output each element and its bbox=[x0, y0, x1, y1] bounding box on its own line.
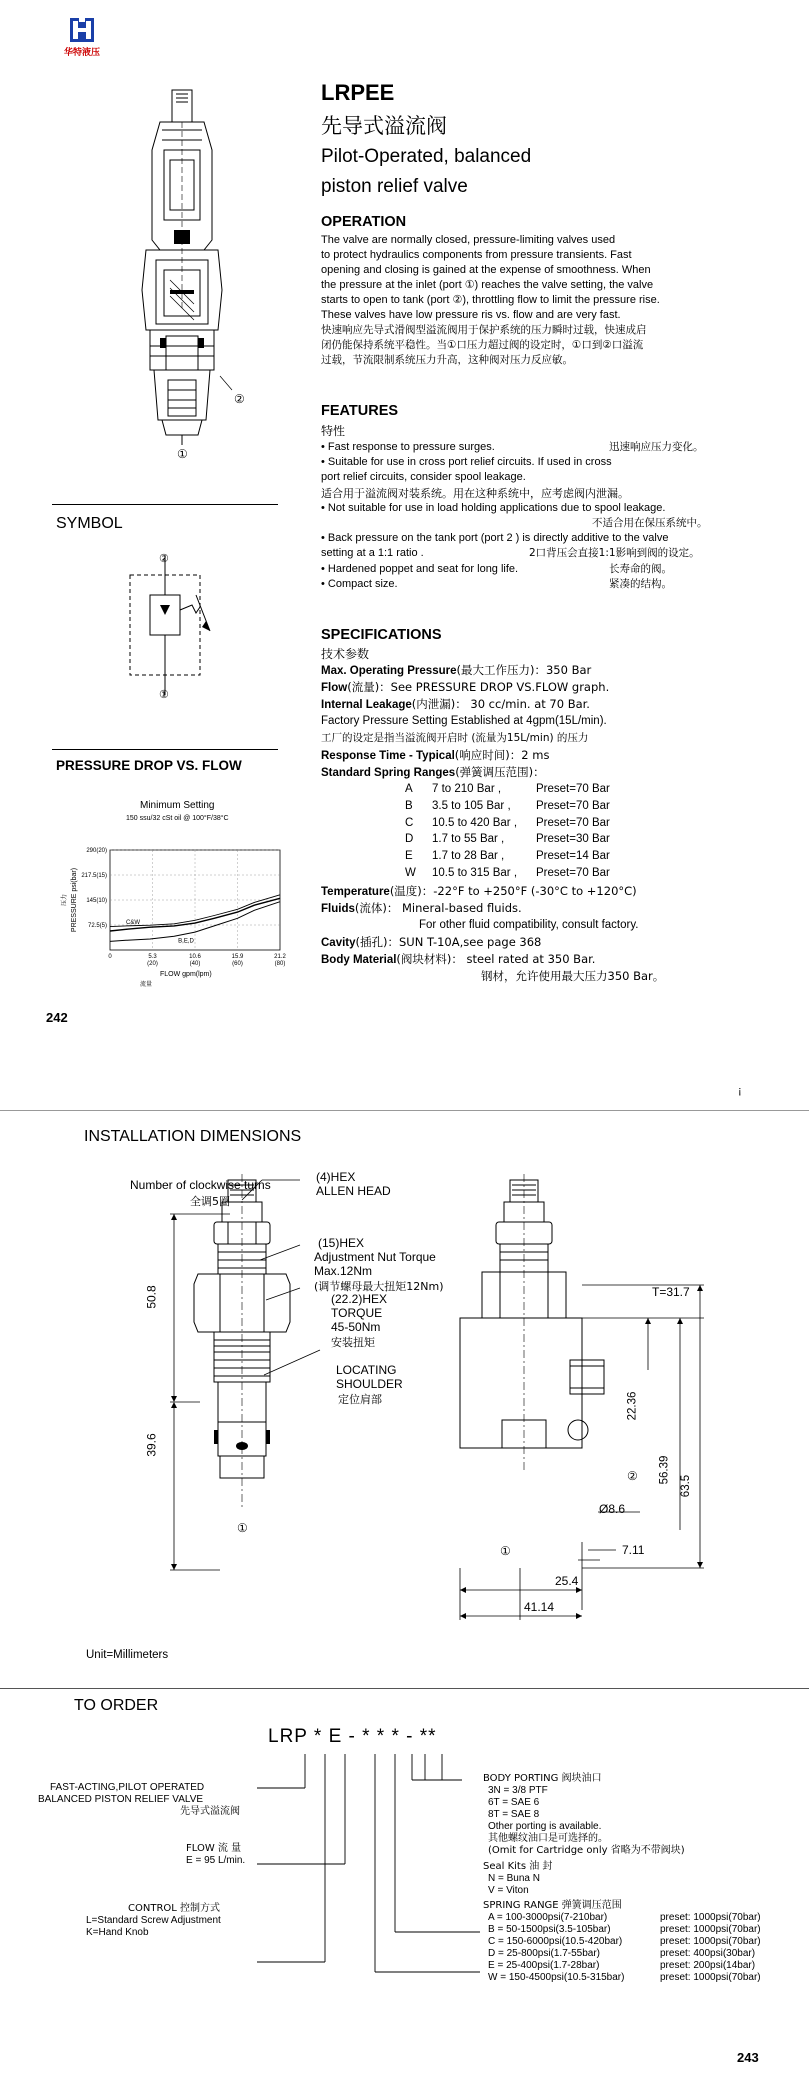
order-control-1: CONTROL 控制方式 bbox=[128, 1903, 221, 1914]
order-heading: TO ORDER bbox=[74, 1697, 159, 1714]
order-body-1: BODY PORTING 阀块油口 bbox=[483, 1773, 602, 1784]
spec-factory-cn: 工厂的设定是指当溢流阀开启时 (流量为15L/min) 的压力 bbox=[321, 732, 589, 744]
order-desc-2: BALANCED PISTON RELIEF VALVE bbox=[38, 1794, 204, 1805]
locating-label-3: 定位肩部 bbox=[338, 1393, 382, 1406]
y-tick-label: 217.5(15) bbox=[81, 873, 107, 879]
dim-56-39: 56.39 bbox=[658, 1455, 671, 1485]
spring-code: D bbox=[405, 833, 414, 846]
page-break-line bbox=[0, 1110, 809, 1111]
y-tick-label: 72.5(5) bbox=[87, 923, 107, 929]
chart-subtitle: 150 ssu/32 cSt oil @ 100°F/38°C bbox=[126, 815, 229, 822]
order-spring-preset: preset: 1000psi(70bar) bbox=[660, 1924, 761, 1935]
operation-line: 快速响应先导式滑阀型溢流阀用于保护系统的压力瞬时过载，快速成启 bbox=[321, 324, 647, 336]
features-heading-cn: 特性 bbox=[321, 424, 346, 438]
spring-range: 10.5 to 420 Bar , bbox=[432, 816, 518, 829]
x-tick-label-lpm: (20) bbox=[147, 961, 158, 967]
x-axis-label-cn: 流量 bbox=[140, 981, 153, 988]
dim-25-4: 25.4 bbox=[555, 1574, 579, 1588]
feature-item: • Not suitable for use in load holding applications due to spool leakage. bbox=[321, 501, 666, 514]
spec-internal-leakage: Internal Leakage(内泄漏)： 30 cc/min. at 70 Bar. bbox=[321, 697, 590, 711]
pressure-drop-heading: PRESSURE DROP VS. FLOW bbox=[56, 758, 242, 773]
spring-preset: Preset=70 Bar bbox=[536, 867, 610, 879]
spring-preset: Preset=70 Bar bbox=[536, 783, 610, 795]
specifications-heading-cn: 技术参数 bbox=[321, 647, 370, 661]
installation-heading: INSTALLATION DIMENSIONS bbox=[84, 1128, 302, 1145]
series-label-cw: C&W bbox=[126, 919, 141, 926]
spring-range: 1.7 to 28 Bar , bbox=[432, 850, 505, 863]
logo-text: 华特液压 bbox=[63, 48, 100, 58]
order-body-4: 8T = SAE 8 bbox=[488, 1809, 540, 1820]
order-control-2: L=Standard Screw Adjustment bbox=[86, 1915, 221, 1926]
order-spring-range: E = 25-400psi(1.7-28bar) bbox=[488, 1960, 600, 1971]
y-axis-label-cn: 压力 bbox=[61, 893, 68, 907]
x-tick-label: 0 bbox=[108, 954, 112, 960]
hex22-label-2: TORQUE bbox=[331, 1306, 383, 1320]
relief-valve-symbol bbox=[120, 555, 220, 695]
spec-temperature: Temperature(温度)：-22°F to +250°F (-30°C to +120°C) bbox=[321, 884, 637, 898]
feature-item: • Hardened poppet and seat for long life. bbox=[321, 562, 519, 575]
x-tick-label: 5.3 bbox=[148, 954, 157, 960]
spec-body-cn: 钢材，允许使用最大压力350 Bar。 bbox=[481, 969, 665, 983]
y-axis-label: PRESSURE psi(bar) bbox=[71, 867, 78, 933]
dim-50-8: 50.8 bbox=[144, 1285, 159, 1309]
order-spring-preset: preset: 1000psi(70bar) bbox=[660, 1936, 761, 1947]
manifold-port-2: ② bbox=[627, 1469, 638, 1483]
dim-dia-8-6: Ø8.6 bbox=[599, 1502, 626, 1516]
order-spring-range: D = 25-800psi(1.7-55bar) bbox=[488, 1948, 601, 1959]
pressure-drop-chart bbox=[50, 820, 286, 988]
spec-spring-ranges: Standard Spring Ranges(弹簧调压范围)： bbox=[321, 765, 545, 779]
spec-response-time: Response Time - Typical(响应时间)：2 ms bbox=[321, 748, 550, 762]
order-desc-3: 先导式溢流阀 bbox=[180, 1806, 240, 1817]
x-tick-label: 15.9 bbox=[231, 954, 244, 960]
spring-code: A bbox=[405, 783, 413, 795]
order-spring-heading: SPRING RANGE 弹簧调压范围 bbox=[483, 1900, 622, 1911]
model-title: LRPEE bbox=[321, 80, 395, 105]
x-tick-label: 10.6 bbox=[189, 954, 201, 960]
spec-cavity: Cavity(插孔)：SUN T-10A,see page 368 bbox=[321, 935, 542, 949]
x-tick-label-lpm: (40) bbox=[189, 961, 201, 967]
title-cn: 先导式溢流阀 bbox=[321, 114, 447, 138]
spring-range: 3.5 to 105 Bar , bbox=[432, 799, 511, 812]
title-en-1: Pilot-Operated, balanced bbox=[321, 146, 532, 167]
operation-line: to protect hydraulics components from pressure transients. Fast bbox=[321, 249, 632, 261]
operation-line: These valves have low pressure ris vs. flow and are very fast. bbox=[321, 309, 621, 321]
order-body-3: 6T = SAE 6 bbox=[488, 1797, 540, 1808]
order-spring-range: C = 150-6000psi(10.5-420bar) bbox=[488, 1936, 623, 1947]
spec-fluids-more: For other fluid compatibility, consult factory. bbox=[419, 919, 639, 931]
turns-label-cn: 全调5圈 bbox=[190, 1195, 230, 1208]
x-tick-label: 21.2 bbox=[274, 954, 286, 960]
feature-item: • Suitable for use in cross port relief circuits. If used in cross bbox=[321, 456, 612, 469]
turns-label-en: Number of clockwise turns bbox=[130, 1178, 271, 1192]
dim-22-36: 22.36 bbox=[626, 1391, 639, 1421]
order-divider bbox=[0, 1688, 809, 1689]
cartridge-port-1: ① bbox=[237, 1521, 248, 1535]
chart-title: Minimum Setting bbox=[140, 800, 215, 811]
symbol-port-2: ② bbox=[159, 553, 169, 565]
stray-mark: ¡ bbox=[738, 1085, 742, 1097]
spring-code: E bbox=[405, 850, 413, 863]
order-code: LRP * E - * * * - ** bbox=[268, 1726, 437, 1747]
feature-item-cn: 长寿命的阀。 bbox=[609, 562, 672, 575]
hex15-label-3: Max.12Nm bbox=[314, 1264, 373, 1278]
order-desc-1: FAST-ACTING,PILOT OPERATED bbox=[50, 1782, 205, 1793]
feature-item: port relief circuits, consider spool leakage. bbox=[321, 471, 526, 484]
operation-line: 过载，节流限制系统压力升高，这种阀对压力反应敏。 bbox=[321, 354, 573, 366]
spring-range: 1.7 to 55 Bar , bbox=[432, 833, 505, 846]
locating-label-2: SHOULDER bbox=[336, 1377, 403, 1391]
spec-max-pressure: Max. Operating Pressure(最大工作压力)：350 Bar bbox=[321, 663, 592, 677]
x-tick-label-lpm: (80) bbox=[274, 961, 286, 967]
spring-preset: Preset=70 Bar bbox=[536, 816, 610, 829]
dim-39-6: 39.6 bbox=[144, 1433, 159, 1457]
dim-7-11: 7.11 bbox=[622, 1543, 645, 1557]
spring-code: B bbox=[405, 799, 413, 812]
order-seal-2: N = Buna N bbox=[488, 1873, 540, 1884]
hex15-label-2: Adjustment Nut Torque bbox=[314, 1250, 436, 1264]
hex22-label-4: 安装扭矩 bbox=[331, 1336, 375, 1349]
order-spring-preset: preset: 1000psi(70bar) bbox=[660, 1972, 761, 1983]
spring-range: 7 to 210 Bar , bbox=[432, 783, 502, 795]
brand-logo bbox=[52, 16, 112, 64]
feature-item-cn: 2口背压会直接1:1影响到阀的设定。 bbox=[529, 547, 700, 560]
symbol-port-1: ① bbox=[159, 689, 169, 701]
spec-fluids: Fluids(流体)： Mineral-based fluids. bbox=[321, 901, 522, 915]
order-flow-1: FLOW 流 量 bbox=[186, 1843, 242, 1854]
series-label-bed: B,E,D bbox=[178, 938, 194, 945]
pressure-drop-divider bbox=[52, 749, 278, 750]
feature-item-cn: 不适合用在保压系统中。 bbox=[592, 517, 708, 529]
spec-factory-en: Factory Pressure Setting Established at 4gpm(15L/min). bbox=[321, 715, 607, 727]
y-tick-label: 145(10) bbox=[86, 898, 107, 904]
hex22-label-1: (22.2)HEX bbox=[331, 1292, 388, 1306]
feature-item: • Fast response to pressure surges. bbox=[321, 441, 495, 453]
title-en-2: piston relief valve bbox=[321, 176, 468, 197]
units-label: Unit=Millimeters bbox=[86, 1649, 169, 1661]
feature-item: • Back pressure on the tank port (port 2 ) is directly additive to the valve bbox=[321, 532, 669, 545]
operation-line: starts to open to tank (port ②), throttling flow to limit the pressure rise. bbox=[321, 294, 660, 306]
hex4-label-1: (4)HEX bbox=[316, 1170, 356, 1184]
operation-line: the pressure at the inlet (port ①) reaches the valve setting, the valve bbox=[321, 279, 654, 291]
valve-section-drawing bbox=[120, 90, 260, 470]
order-spring-preset: preset: 200psi(14bar) bbox=[660, 1960, 756, 1971]
dim-63-5: 63.5 bbox=[680, 1474, 693, 1498]
order-spring-range: A = 100-3000psi(7-210bar) bbox=[488, 1912, 608, 1923]
operation-line: opening and closing is gained at the expense of smoothness. When bbox=[321, 264, 651, 276]
x-axis-label: FLOW gpm(lpm) bbox=[160, 971, 212, 978]
hex15-label-4: (调节螺母最大扭矩12Nm) bbox=[314, 1280, 444, 1293]
operation-line: 闭仍能保持系统平稳性。当①口压力超过阀的设定时，①口到②口溢流 bbox=[321, 339, 644, 351]
feature-item: setting at a 1:1 ratio . bbox=[321, 547, 424, 560]
order-control-3: K=Hand Knob bbox=[86, 1927, 149, 1938]
order-body-6: 其他螺纹油口是可选择的。 bbox=[488, 1833, 608, 1844]
order-flow-2: E = 95 L/min. bbox=[186, 1855, 246, 1866]
order-spring-preset: preset: 400psi(30bar) bbox=[660, 1948, 756, 1959]
spec-flow: Flow(流量)：See PRESSURE DROP VS.FLOW graph. bbox=[321, 680, 610, 694]
features-heading: FEATURES bbox=[321, 403, 399, 419]
operation-heading: OPERATION bbox=[321, 214, 407, 230]
dim-t-31-7: T=31.7 bbox=[652, 1285, 690, 1299]
order-body-5: Other porting is available. bbox=[488, 1821, 602, 1832]
order-spring-preset: preset: 1000psi(70bar) bbox=[660, 1912, 761, 1923]
spring-preset: Preset=70 Bar bbox=[536, 799, 610, 812]
order-seal-1: Seal Kits 油 封 bbox=[483, 1861, 553, 1872]
spring-preset: Preset=14 Bar bbox=[536, 850, 610, 863]
page-number-243: 243 bbox=[737, 2050, 759, 2065]
spring-code: C bbox=[405, 816, 414, 829]
manifold-port-1: ① bbox=[500, 1544, 511, 1558]
hex4-label-2: ALLEN HEAD bbox=[316, 1184, 391, 1198]
symbol-divider bbox=[52, 504, 278, 505]
x-tick-label-lpm: (60) bbox=[232, 961, 243, 967]
spring-range: 10.5 to 315 Bar , bbox=[432, 867, 518, 879]
order-body-2: 3N = 3/8 PTF bbox=[488, 1785, 548, 1796]
spring-code: W bbox=[405, 867, 416, 879]
feature-item-cn: 迅速响应压力变化。 bbox=[609, 441, 704, 453]
port-1-label: ① bbox=[177, 447, 188, 461]
spring-preset: Preset=30 Bar bbox=[536, 833, 610, 846]
symbol-heading: SYMBOL bbox=[56, 515, 123, 532]
feature-item: • Compact size. bbox=[321, 577, 398, 590]
spec-body-material: Body Material(阀块材料)： steel rated at 350 Bar. bbox=[321, 952, 596, 966]
hex22-label-3: 45-50Nm bbox=[331, 1320, 381, 1334]
feature-item: 适合用于溢流阀对装系统。用在这种系统中，应考虑阀内泄漏。 bbox=[321, 486, 629, 500]
y-tick-label: 290(20) bbox=[86, 848, 107, 854]
specifications-heading: SPECIFICATIONS bbox=[321, 627, 442, 643]
port-2-label: ② bbox=[234, 392, 245, 406]
hex15-label-1: (15)HEX bbox=[318, 1236, 365, 1250]
order-body-7: (Omit for Cartridge only 省略为不带阀块) bbox=[488, 1845, 685, 1856]
page-number-242: 242 bbox=[46, 1010, 68, 1025]
order-seal-3: V = Viton bbox=[488, 1885, 529, 1896]
operation-line: The valve are normally closed, pressure-limiting valves used bbox=[321, 234, 616, 246]
dim-41-14: 41.14 bbox=[524, 1600, 555, 1614]
order-spring-range: B = 50-1500psi(3.5-105bar) bbox=[488, 1924, 611, 1935]
order-spring-range: W = 150-4500psi(10.5-315bar) bbox=[488, 1972, 625, 1983]
locating-label-1: LOCATING bbox=[336, 1363, 397, 1377]
feature-item-cn: 紧凑的结构。 bbox=[609, 577, 672, 590]
